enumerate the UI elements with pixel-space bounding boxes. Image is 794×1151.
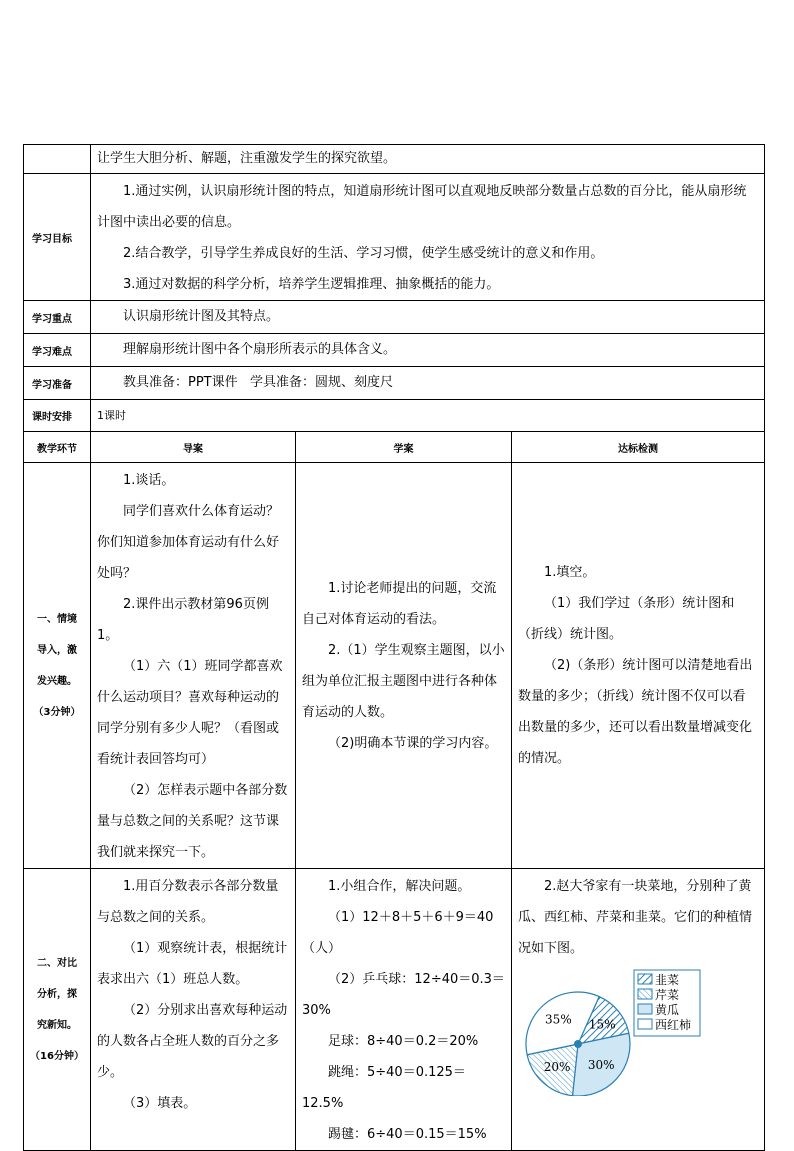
schedule-text: 1课时 [91,400,765,432]
section2-label-line: （16分钟） [30,1050,84,1062]
study-paragraph: （1）12＋8＋5＋6＋9＝40（人） [302,910,494,956]
legend-label: 西红柿 [655,1018,692,1032]
section2-guide [91,869,296,1151]
prep-text: 教具准备：PPT课件 学具准备：圆规、刻度尺 [91,367,765,400]
vegetable-pie-chart [518,966,758,1096]
section1-study [296,463,512,869]
check-paragraph: 1.填空。 [544,565,596,580]
study-paragraph: 1.小组合作，解决问题。 [328,879,471,894]
goals-row [24,174,765,301]
check-paragraph: （2)（条形）统计图可以清楚地看出数量的多少；（折线）统计图不仅可以看出数量的多少，还可以看出数量增减变化的情况。 [518,658,753,766]
goal-item: 2.结合教学，引导学生养成良好的生活、学习习惯，使学生感受统计的意义和作用。 [123,246,604,261]
goals-cell [91,174,765,301]
focus-text: 认识扇形统计图及其特点。 [91,301,765,334]
header-check: 达标检测 [512,432,765,463]
guide-paragraph: 1.谈话。 [123,473,175,488]
legend-swatch [638,974,652,984]
section1-label-line: 导入，激 [37,644,77,656]
lesson-plan-table [23,144,765,1151]
header-study: 学案 [296,432,512,463]
legend-label: 黄瓜 [655,1003,680,1017]
guide-paragraph: 同学们喜欢什么体育运动？你们知道参加体育运动有什么好处吗？ [97,504,280,581]
section2-check [512,869,765,1151]
prep-label: 学习准备 [24,367,91,400]
section1-label-line: 发兴趣。 [37,675,77,687]
study-paragraph: （2)明确本节课的学习内容。 [328,735,498,751]
study-paragraph: 足球：8÷40＝0.2＝20% [328,1034,479,1049]
guide-paragraph: （3）填表。 [123,1096,197,1111]
focus-row [24,301,765,334]
intro-row [24,145,765,174]
intro-text: 让学生大胆分析、解题，注重激发学生的探究欲望。 [91,145,765,174]
header-phase: 教学环节 [24,432,91,463]
schedule-row [24,400,765,432]
pie-slice-label: 20% [543,1060,571,1075]
section2-label-line: 分析，探 [37,988,77,1000]
section2-study [296,869,512,1151]
study-paragraph: 1.讨论老师提出的问题，交流自己对体育运动的看法。 [302,580,497,627]
focus-label: 学习重点 [24,301,91,334]
legend-swatch [638,989,652,999]
section1-label-line: （3分钟） [33,706,81,718]
study-paragraph: 踢毽：6÷40＝0.15＝15% [328,1127,487,1142]
section1-label-line: 一、情境 [37,613,77,625]
difficulty-text: 理解扇形统计图中各个扇形所表示的具体含义。 [91,334,765,367]
difficulty-row [24,334,765,367]
section1-label [24,463,91,869]
section1-guide [91,463,296,869]
column-header-row [24,432,765,463]
guide-paragraph: （2）怎样表示题中各部分数量与总数之间的关系呢？这节课我们就来探究一下。 [97,783,288,860]
goal-item: 3.通过对数据的科学分析，培养学生逻辑推理、抽象概括的能力。 [123,277,500,292]
guide-paragraph: 2.课件出示教材第96页例1。 [97,597,269,643]
section2-label-line: 究新知。 [37,1019,77,1031]
difficulty-label: 学习难点 [24,334,91,367]
pie-center-dot [574,1040,582,1048]
guide-paragraph: （2）分别求出喜欢每种运动的人数各占全班人数的百分之多少。 [97,1003,288,1080]
section2-label-line: 二、对比 [37,957,77,969]
guide-paragraph: （1）六（1）班同学都喜欢什么运动项目？喜欢每种运动的同学分别有多少人呢？（看图或看统计表回答均可） [97,659,283,767]
section2-row [24,869,765,1151]
pie-slice-label: 15% [588,1017,616,1032]
legend-swatch [638,1019,652,1029]
section2-label [24,869,91,1151]
guide-paragraph: （1）观察统计表，根据统计表求出六（1）班总人数。 [97,941,288,987]
prep-row [24,367,765,400]
schedule-label: 课时安排 [24,400,91,432]
header-guide: 导案 [91,432,296,463]
study-paragraph: 2.（1）学生观察主题图，以小组为单位汇报主题图中进行各种体育运动的人数。 [302,642,505,720]
goals-label: 学习目标 [24,174,91,301]
check-paragraph: （1）我们学过（条形）统计图和（折线）统计图。 [518,596,735,642]
study-paragraph: 跳绳：5÷40＝0.125＝12.5% [302,1065,466,1111]
legend-label: 芹菜 [655,988,680,1002]
section1-row [24,463,765,869]
legend-label: 韭菜 [655,973,680,987]
goal-item: 1.通过实例，认识扇形统计图的特点，知道扇形统计图可以直观地反映部分数量占总数的百分比，能从扇形统计图中读出必要的信息。 [97,184,747,230]
pie-slice-label: 30% [587,1057,615,1072]
study-paragraph: （2）乒乓球：12÷40＝0.3＝30% [302,972,505,1018]
section1-check [512,463,765,869]
legend-swatch [638,1004,652,1014]
guide-paragraph: 1.用百分数表示各部分数量与总数之间的关系。 [97,879,279,925]
check-paragraph: 2.赵大爷家有一块菜地，分别种了黄瓜、西红柿、芹菜和韭菜。它们的种植情况如下图。 [518,879,753,956]
pie-slice-label: 35% [545,1012,572,1027]
